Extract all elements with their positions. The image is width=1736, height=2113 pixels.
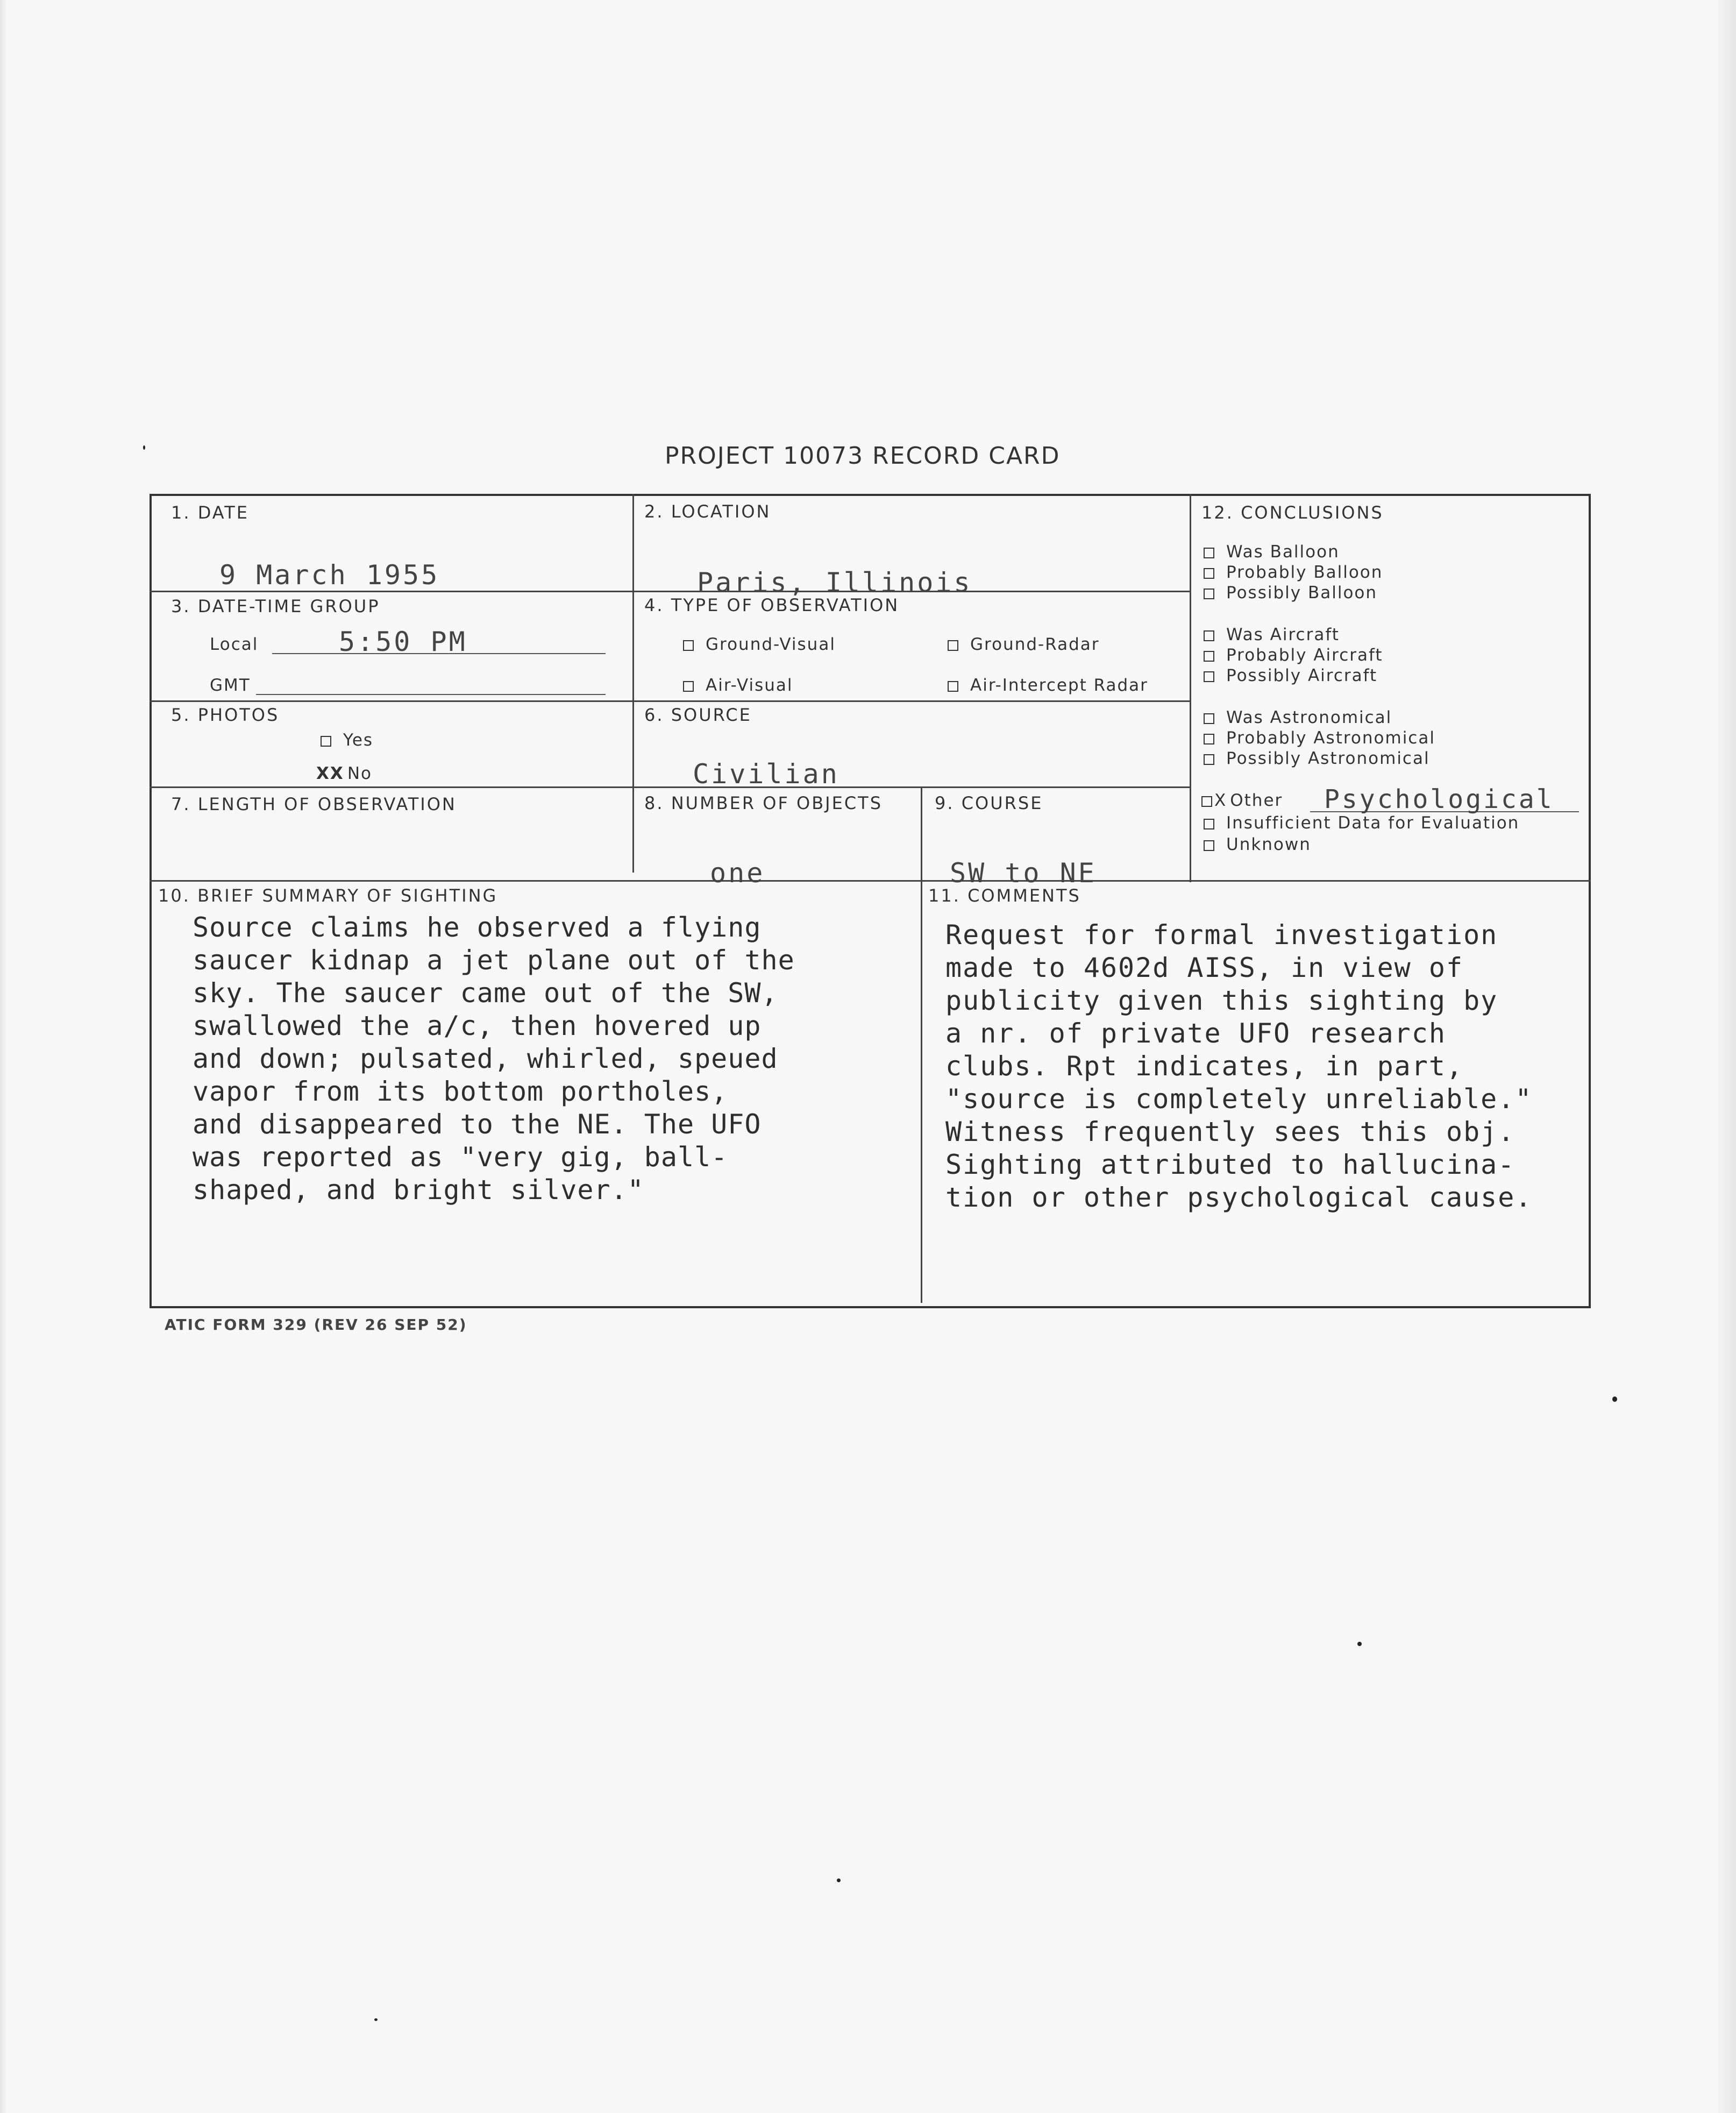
- photos-no-option: [316, 764, 372, 783]
- conclusion-label: Possibly Aircraft: [1226, 666, 1378, 685]
- card-title: PROJECT 10073 RECORD CARD: [665, 442, 1061, 470]
- divider: [150, 700, 1190, 702]
- length-label: 7. LENGTH OF OBSERVATION: [171, 794, 457, 814]
- gmt-underline: [256, 694, 606, 695]
- observation-option-ground-visual: [683, 635, 836, 654]
- observation-option-air-visual: [683, 676, 793, 695]
- conclusions-label: 12. CONCLUSIONS: [1201, 502, 1384, 523]
- photos-yes-option: [321, 731, 373, 750]
- conclusion-label: Probably Aircraft: [1226, 646, 1383, 665]
- page-edge-left: [0, 0, 8, 2113]
- option-label: Air-Visual: [706, 676, 793, 695]
- source-value: Civilian: [693, 758, 839, 790]
- option-label: Ground-Radar: [970, 635, 1100, 654]
- form-footer: ATIC FORM 329 (REV 26 SEP 52): [165, 1316, 467, 1334]
- conclusion-item: [1204, 666, 1377, 685]
- comments-label: 11. COMMENTS: [928, 885, 1081, 906]
- conclusion-label: Possibly Balloon: [1226, 583, 1378, 602]
- conclusion-item: [1204, 583, 1377, 602]
- conclusion-item: [1204, 728, 1435, 748]
- date-label: 1. DATE: [171, 502, 249, 523]
- checkbox[interactable]: [683, 681, 694, 692]
- checkbox[interactable]: [1201, 796, 1212, 807]
- source-label: 6. SOURCE: [644, 705, 752, 725]
- option-label: Ground-Visual: [706, 635, 836, 654]
- photos-label: 5. PHOTOS: [171, 705, 280, 725]
- observation-option-air-intercept-radar: [948, 676, 1148, 695]
- conclusion-label: Was Balloon: [1226, 542, 1340, 562]
- divider: [1190, 494, 1191, 882]
- conclusion-label: Was Astronomical: [1226, 708, 1392, 727]
- page-edge-right: [1718, 0, 1736, 2113]
- conclusion-item: [1204, 625, 1340, 644]
- checkbox[interactable]: [1204, 713, 1214, 724]
- conclusion-label: Insufficient Data for Evaluation: [1226, 813, 1520, 833]
- other-label: Other: [1230, 791, 1283, 810]
- checkbox[interactable]: [1204, 671, 1214, 682]
- date-value: 9 March 1955: [219, 559, 440, 591]
- observation-option-ground-radar: [948, 635, 1100, 654]
- conclusion-label: Probably Astronomical: [1226, 728, 1435, 748]
- conclusion-unknown: [1204, 835, 1311, 854]
- checkbox[interactable]: [1204, 651, 1214, 662]
- checkbox[interactable]: [321, 736, 331, 747]
- checkbox[interactable]: [1204, 588, 1214, 599]
- conclusion-item: [1204, 708, 1392, 727]
- checkbox[interactable]: [683, 640, 694, 651]
- divider: [150, 591, 1190, 592]
- checkbox[interactable]: [1204, 819, 1214, 829]
- other-value: Psychological: [1324, 784, 1554, 814]
- checked-mark[interactable]: XX: [316, 764, 344, 783]
- location-label: 2. LOCATION: [644, 501, 771, 522]
- course-label: 9. COURSE: [935, 793, 1043, 813]
- checkbox[interactable]: [1204, 840, 1214, 851]
- option-label: No: [347, 764, 372, 783]
- location-value: Paris, Illinois: [697, 567, 972, 598]
- course-value: SW to NE: [950, 857, 1097, 889]
- conclusion-other: [1201, 791, 1283, 810]
- checkbox[interactable]: [1204, 734, 1214, 744]
- divider: [150, 880, 1591, 882]
- checkbox[interactable]: [1204, 568, 1214, 579]
- option-label: Yes: [343, 731, 374, 750]
- conclusion-label: Probably Balloon: [1226, 563, 1383, 582]
- conclusion-item: [1204, 563, 1383, 582]
- checkbox[interactable]: [1204, 754, 1214, 765]
- checkbox[interactable]: [948, 681, 958, 692]
- dust-speck: [1612, 1396, 1617, 1402]
- conclusion-item: [1204, 749, 1430, 768]
- summary-text: Source claims he observed a flying saucer kidnap a jet plane out of the sky. The saucer came out of the SW, swallowed the a/c, then hovered up and down; pulsated, whirled, speued vapor from its bottom portholes, and disappeared to the NE. The UFO was reported as "very gig, ball- shaped, and bright silver.": [193, 912, 795, 1206]
- dust-speck: [143, 445, 145, 450]
- summary-label: 10. BRIEF SUMMARY OF SIGHTING: [158, 885, 498, 906]
- divider: [632, 494, 634, 873]
- checkbox[interactable]: [1204, 630, 1214, 641]
- conclusion-insufficient: [1204, 813, 1519, 833]
- conclusion-item: [1204, 542, 1340, 562]
- objects-label: 8. NUMBER OF OBJECTS: [644, 793, 883, 813]
- objects-value: one: [710, 857, 765, 889]
- divider: [150, 786, 1190, 788]
- checkbox[interactable]: [1204, 548, 1214, 558]
- conclusion-label: Possibly Astronomical: [1226, 749, 1430, 768]
- local-time-value: 5:50 PM: [339, 626, 467, 657]
- dust-speck: [837, 1878, 841, 1882]
- datetime-label: 3. DATE-TIME GROUP: [171, 596, 380, 616]
- gmt-label: GMT: [210, 676, 251, 695]
- option-label: Air-Intercept Radar: [970, 676, 1148, 695]
- checked-mark: X: [1214, 791, 1227, 810]
- conclusion-item: [1204, 646, 1383, 665]
- divider: [921, 786, 922, 881]
- conclusion-label: Was Aircraft: [1226, 625, 1340, 644]
- conclusion-label: Unknown: [1226, 835, 1311, 854]
- dust-speck: [374, 2018, 378, 2021]
- comments-text: Request for formal investigation made to 4602d AISS, in view of publicity given this sighting by a nr. of private UFO research clubs. Rpt indicates, in part, "source is completely unreliable." Witness frequently sees this obj. Sighting attributed to hallucina- tion or other psychological cause.: [945, 919, 1533, 1213]
- observation-type-label: 4. TYPE OF OBSERVATION: [644, 595, 900, 615]
- local-label: Local: [210, 635, 259, 654]
- checkbox[interactable]: [948, 640, 958, 651]
- dust-speck: [1357, 1642, 1362, 1646]
